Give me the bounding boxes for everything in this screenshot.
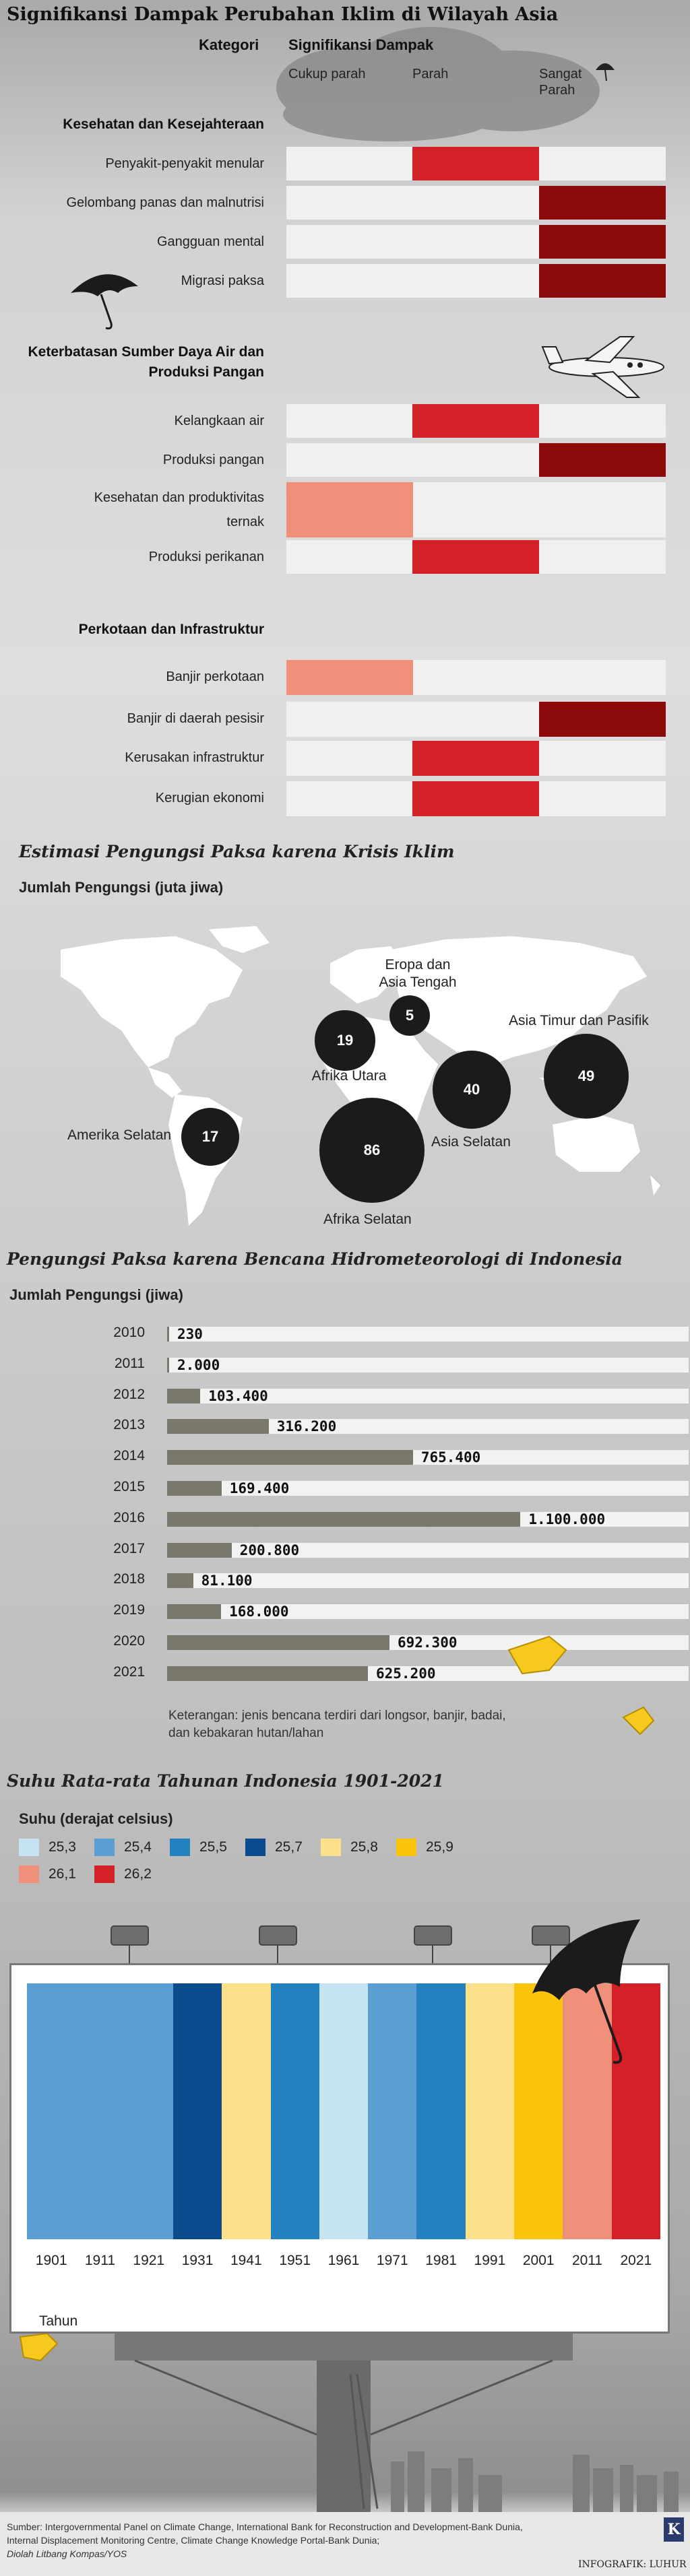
impact-row bbox=[286, 702, 666, 737]
stripe-year-label: 2001 bbox=[522, 2253, 555, 2268]
footer-source-line-2: Internal Displacement Monitoring Centre, Climate Change Knowledge Portal-Bank Dunia; bbox=[7, 2535, 380, 2546]
bar-track bbox=[167, 1543, 689, 1558]
bar-track bbox=[167, 1389, 689, 1403]
impact-item-label: Produksi pangan bbox=[162, 453, 264, 467]
bar-value-label: 169.400 bbox=[229, 1480, 290, 1496]
bar-value-label: 103.400 bbox=[208, 1387, 268, 1404]
stripe-year-label: 1981 bbox=[425, 2253, 457, 2268]
bar-track bbox=[167, 1512, 689, 1527]
temperature-legend bbox=[19, 1839, 558, 1892]
impact-item-label: Gangguan mental bbox=[156, 234, 264, 249]
bar-mark bbox=[167, 1635, 389, 1650]
page-title: Signifikansi Dampak Perubahan Iklim di Wilayah Asia bbox=[7, 4, 559, 25]
bar-value-label: 168.000 bbox=[229, 1604, 289, 1620]
bar-year-label: 2018 bbox=[113, 1571, 145, 1587]
impact-table bbox=[0, 108, 690, 815]
displacement-subtitle: Jumlah Pengungsi (juta jiwa) bbox=[19, 879, 224, 896]
footer-source-line-3: Diolah Litbang Kompas/YOS bbox=[7, 2548, 127, 2559]
bar-track bbox=[167, 1573, 689, 1588]
bar-mark bbox=[167, 1512, 520, 1527]
bar-mark bbox=[167, 1481, 222, 1496]
impact-row bbox=[286, 186, 666, 220]
impact-cell-parah bbox=[412, 147, 539, 180]
map-bubble: 19 bbox=[315, 1010, 375, 1070]
hydromet-bar-chart bbox=[0, 1327, 690, 1690]
legend-label: 25,3 bbox=[49, 1839, 76, 1855]
impact-row bbox=[286, 264, 666, 298]
bar-value-label: 81.100 bbox=[201, 1573, 253, 1589]
bar-value-label: 692.300 bbox=[397, 1634, 458, 1651]
legend-label: 25,7 bbox=[275, 1839, 303, 1855]
impact-row bbox=[286, 225, 666, 259]
impact-item-label: Produksi perikanan bbox=[148, 550, 264, 564]
legend-label: 26,2 bbox=[124, 1866, 152, 1882]
col-category-header: Kategori bbox=[199, 36, 259, 53]
roof-tile-icon bbox=[502, 1630, 583, 1684]
bar-mark bbox=[167, 1419, 269, 1434]
bar-value-label: 230 bbox=[177, 1326, 203, 1342]
impact-row bbox=[286, 404, 666, 438]
legend-swatch bbox=[19, 1839, 39, 1856]
impact-group-heading: Kesehatan dan Kesejahteraan bbox=[63, 117, 264, 132]
billboard-base bbox=[0, 2334, 690, 2515]
roof-tile-small-icon bbox=[620, 1704, 660, 1738]
temperature-stripe bbox=[416, 1983, 466, 2239]
impact-cell-sangat-parah bbox=[539, 702, 666, 737]
bar-mark bbox=[167, 1327, 169, 1342]
temperature-title: Suhu Rata-rata Tahunan Indonesia 1901-2021 bbox=[7, 1771, 444, 1791]
umbrella-icon bbox=[593, 59, 617, 84]
impact-row bbox=[286, 540, 666, 574]
bar-mark bbox=[167, 1604, 221, 1619]
legend-swatch bbox=[94, 1865, 115, 1883]
hydromet-title: Pengungsi Paksa karena Bencana Hidrometeorologi di Indonesia bbox=[7, 1249, 623, 1269]
footer-source-line-1: Sumber: Intergovernmental Panel on Climate Change, International Bank for Reconstruction and Development-Bank Dunia, bbox=[7, 2521, 523, 2532]
airplane-icon bbox=[539, 330, 674, 404]
impact-item-label: Penyakit-penyakit menular bbox=[105, 156, 264, 171]
temperature-stripe bbox=[75, 1983, 125, 2239]
impact-item-label: Kerugian ekonomi bbox=[155, 791, 264, 805]
stripe-year-label: 1931 bbox=[181, 2253, 214, 2268]
legend-swatch bbox=[170, 1839, 190, 1856]
bar-value-label: 200.800 bbox=[239, 1542, 300, 1558]
bar-mark bbox=[167, 1543, 232, 1558]
map-region-label: Asia Selatan bbox=[431, 1134, 511, 1150]
displacement-title: Estimasi Pengungsi Paksa karena Krisis Iklim bbox=[19, 842, 455, 861]
impact-cell-sangat-parah bbox=[539, 225, 666, 259]
temperature-stripe bbox=[368, 1983, 417, 2239]
impact-item-label: Banjir di daerah pesisir bbox=[127, 711, 264, 726]
legend-item bbox=[170, 1839, 227, 1856]
bar-value-label: 765.400 bbox=[420, 1449, 481, 1466]
hydromet-subtitle: Jumlah Pengungsi (jiwa) bbox=[9, 1286, 183, 1303]
bar-mark bbox=[167, 1666, 368, 1681]
impact-cell-parah bbox=[412, 404, 539, 438]
map-bubble: 17 bbox=[181, 1108, 239, 1166]
kompas-logo: K bbox=[664, 2517, 684, 2542]
temperature-stripe bbox=[222, 1983, 271, 2239]
legend-swatch bbox=[94, 1839, 115, 1856]
impact-cell-sangat-parah bbox=[539, 186, 666, 220]
legend-label: 25,5 bbox=[199, 1839, 227, 1855]
legend-item bbox=[19, 1865, 76, 1883]
footer-credit: INFOGRAFIK: LUHUR bbox=[578, 2559, 687, 2570]
severity-label-parah: Parah bbox=[412, 67, 449, 81]
stripe-year-label: 1921 bbox=[133, 2253, 165, 2268]
bar-year-label: 2014 bbox=[113, 1448, 145, 1464]
temperature-stripe bbox=[27, 1983, 76, 2239]
impact-row bbox=[286, 660, 666, 695]
footer-sources bbox=[7, 2520, 613, 2561]
map-bubble: 49 bbox=[544, 1034, 628, 1118]
temperature-axis-label: Tahun bbox=[39, 2313, 78, 2329]
map-region-label: Eropa dan Asia Tengah bbox=[379, 957, 457, 990]
temperature-stripe bbox=[271, 1983, 320, 2239]
impact-item-label: Kesehatan dan produktivitas ternak bbox=[94, 490, 264, 529]
map-region-label: Amerika Selatan bbox=[67, 1127, 172, 1143]
legend-item bbox=[396, 1839, 453, 1856]
severity-label-sangat: Sangat Parah bbox=[539, 67, 582, 98]
impact-row bbox=[286, 443, 666, 477]
bar-year-label: 2010 bbox=[113, 1325, 145, 1340]
bar-track bbox=[167, 1635, 689, 1650]
map-bubble: 5 bbox=[389, 995, 430, 1036]
temperature-stripe bbox=[125, 1983, 174, 2239]
bar-mark bbox=[167, 1389, 200, 1403]
bar-track bbox=[167, 1450, 689, 1465]
impact-item-label: Gelombang panas dan malnutrisi bbox=[66, 195, 264, 210]
impact-row bbox=[286, 781, 666, 816]
impact-row bbox=[286, 741, 666, 776]
bar-track bbox=[167, 1481, 689, 1496]
bar-value-label: 1.100.000 bbox=[528, 1511, 606, 1527]
impact-cell-parah bbox=[412, 741, 539, 776]
bar-value-label: 625.200 bbox=[376, 1665, 436, 1682]
impact-group-heading: Perkotaan dan Infrastruktur bbox=[78, 622, 264, 637]
temperature-subtitle: Suhu (derajat celsius) bbox=[19, 1810, 173, 1827]
impact-cell-parah bbox=[412, 781, 539, 816]
bar-year-label: 2011 bbox=[114, 1355, 145, 1371]
temperature-stripe bbox=[173, 1983, 222, 2239]
legend-item bbox=[19, 1839, 76, 1856]
bar-year-label: 2020 bbox=[113, 1633, 145, 1649]
impact-cell-parah bbox=[412, 540, 539, 574]
impact-item-label: Kelangkaan air bbox=[174, 414, 264, 428]
legend-item bbox=[94, 1865, 152, 1883]
impact-cell-sangat-parah bbox=[539, 443, 666, 477]
temperature-stripe bbox=[466, 1983, 515, 2239]
stripe-year-label: 1941 bbox=[230, 2253, 262, 2268]
bar-year-label: 2012 bbox=[113, 1386, 145, 1402]
bar-mark bbox=[167, 1573, 193, 1588]
impact-cell-sangat-parah bbox=[539, 264, 666, 298]
legend-label: 26,1 bbox=[49, 1866, 76, 1882]
flying-umbrella-icon bbox=[64, 266, 145, 333]
stripe-year-label: 1911 bbox=[84, 2253, 116, 2268]
legend-label: 25,9 bbox=[426, 1839, 453, 1855]
bar-year-label: 2017 bbox=[113, 1540, 145, 1556]
stripe-year-label: 1901 bbox=[35, 2253, 67, 2268]
map-bubble: 40 bbox=[433, 1051, 511, 1129]
bar-track bbox=[167, 1666, 689, 1681]
stripe-year-label: 1951 bbox=[279, 2253, 311, 2268]
impact-item-label: Kerusakan infrastruktur bbox=[125, 750, 264, 765]
bar-track bbox=[167, 1358, 689, 1373]
impact-cell-cukup-parah bbox=[286, 660, 413, 695]
bar-year-label: 2021 bbox=[113, 1663, 145, 1680]
severity-label-cukup: Cukup parah bbox=[288, 67, 366, 81]
impact-row bbox=[286, 147, 666, 180]
bar-value-label: 316.200 bbox=[276, 1418, 337, 1435]
temperature-stripe bbox=[319, 1983, 369, 2239]
legend-item bbox=[321, 1839, 378, 1856]
impact-item-label: Banjir perkotaan bbox=[166, 669, 264, 684]
legend-item bbox=[245, 1839, 303, 1856]
map-region-label: Afrika Selatan bbox=[323, 1212, 412, 1227]
legend-label: 25,8 bbox=[350, 1839, 378, 1855]
bar-year-label: 2019 bbox=[113, 1602, 145, 1618]
map-region-label: Asia Timur dan Pasifik bbox=[509, 1013, 649, 1028]
legend-swatch bbox=[321, 1839, 341, 1856]
bar-mark bbox=[167, 1358, 169, 1373]
world-map bbox=[40, 923, 681, 1246]
stripe-year-label: 1991 bbox=[474, 2253, 506, 2268]
stripe-year-label: 2021 bbox=[620, 2253, 652, 2268]
stripe-year-label: 2011 bbox=[571, 2253, 603, 2268]
bar-year-label: 2013 bbox=[113, 1417, 145, 1433]
billboard-umbrella-icon bbox=[519, 1913, 667, 2074]
bar-track bbox=[167, 1327, 689, 1342]
legend-item bbox=[94, 1839, 152, 1856]
impact-row bbox=[286, 482, 666, 537]
legend-label: 25,4 bbox=[124, 1839, 152, 1855]
col-significance-header: Signifikansi Dampak bbox=[288, 36, 434, 53]
bar-track bbox=[167, 1604, 689, 1619]
bar-year-label: 2016 bbox=[113, 1509, 145, 1525]
legend-swatch bbox=[396, 1839, 416, 1856]
legend-swatch bbox=[19, 1865, 39, 1883]
legend-swatch bbox=[245, 1839, 265, 1856]
impact-group-heading: Keterbatasan Sumber Daya Air dan Produksi Pangan bbox=[28, 344, 264, 380]
stripe-year-label: 1971 bbox=[376, 2253, 408, 2268]
bar-mark bbox=[167, 1450, 413, 1465]
map-bubble: 86 bbox=[319, 1098, 425, 1203]
bar-value-label: 2.000 bbox=[177, 1356, 220, 1373]
bar-track bbox=[167, 1419, 689, 1434]
hydromet-note: Keterangan: jenis bencana terdiri dari longsor, banjir, badai, dan kebakaran hutan/lahan bbox=[168, 1709, 506, 1740]
stripe-year-label: 1961 bbox=[327, 2253, 360, 2268]
impact-item-label: Migrasi paksa bbox=[181, 273, 264, 288]
impact-cell-cukup-parah bbox=[286, 482, 413, 537]
bar-year-label: 2015 bbox=[113, 1479, 145, 1494]
map-region-label: Afrika Utara bbox=[311, 1068, 387, 1084]
